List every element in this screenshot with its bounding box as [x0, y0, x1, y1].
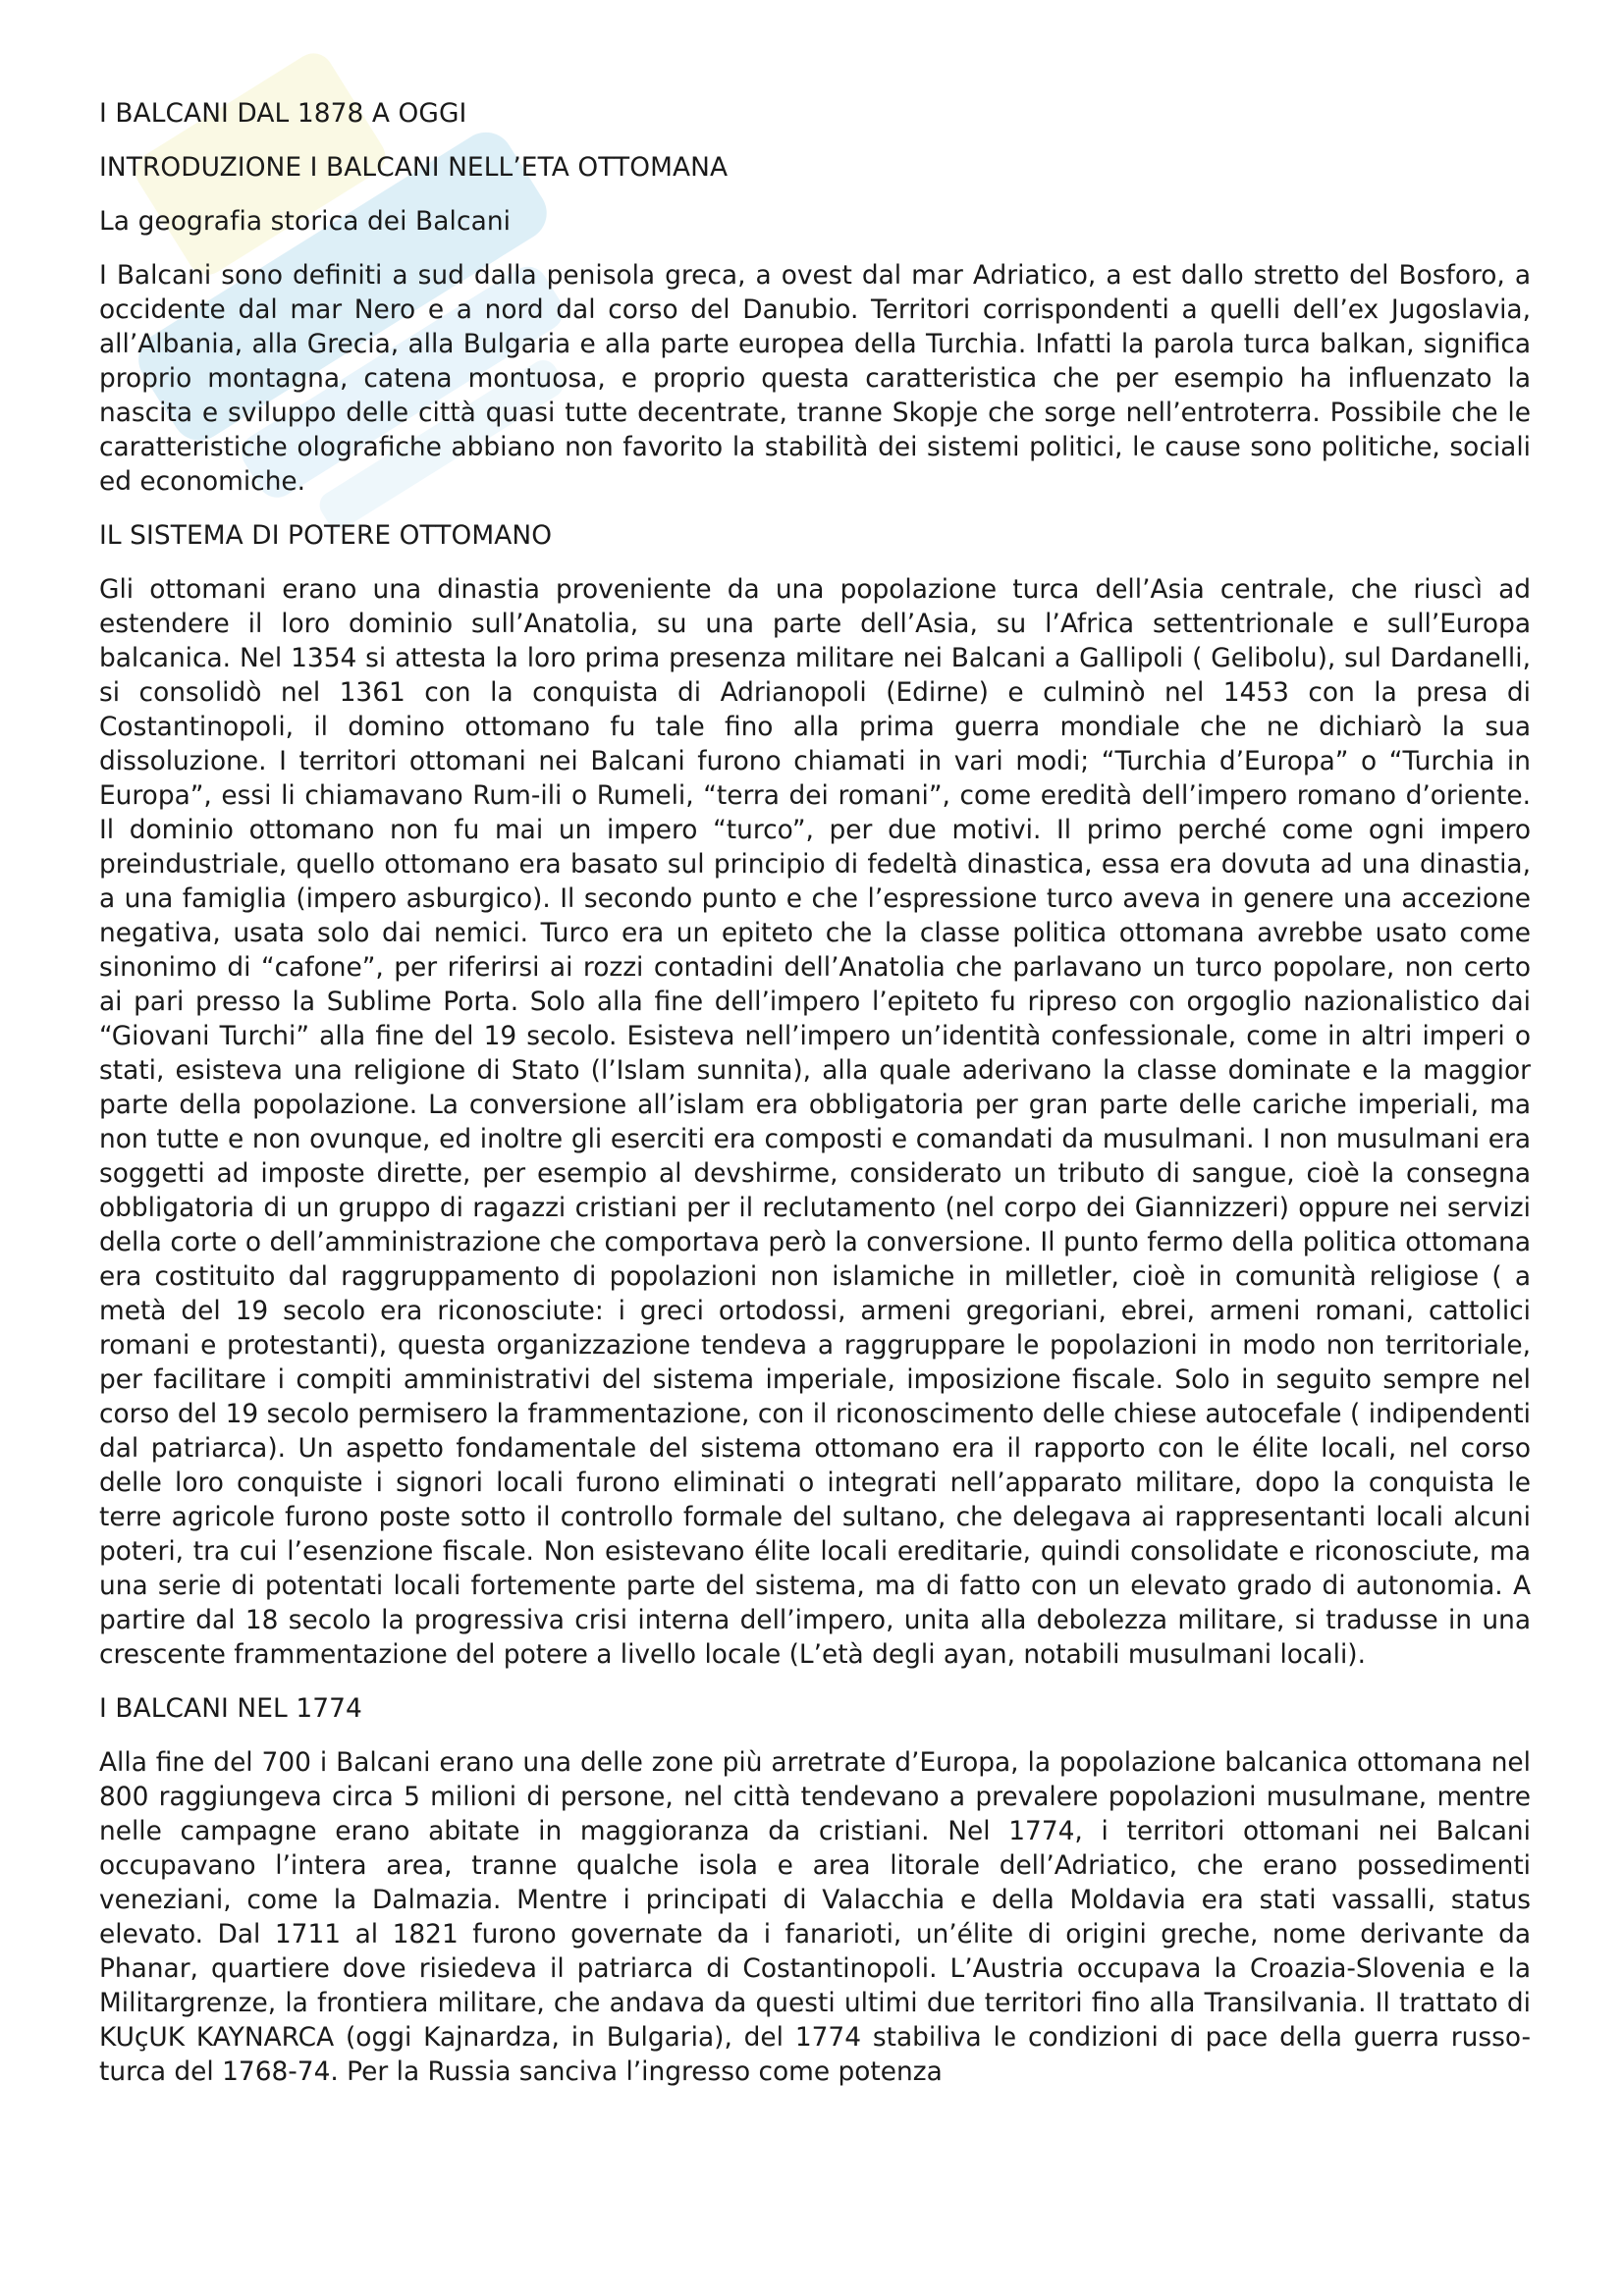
document-title: I BALCANI DAL 1878 A OGGI	[99, 98, 467, 129]
section-heading-geografia: La geografia storica dei Balcani	[99, 206, 512, 237]
section-paragraph-sistema-potere: Gli ottomani erano una dinastia proveniente da una popolazione turca dell’Asia centrale, che riuscì ad estendere il loro dominio sull’Anatolia, su una parte dell’Asia, su l’Africa settentrionale e sull’Europa balcanica. Nel 1354 si attesta la loro prima presenza militare nei Balcani a Gallipoli ( Gelibolu), sul Dardanelli, si consolidò nel 1361 con la conquista di Adrianopoli (Edirne) e culminò nel 1453 con la presa di Costantinopoli, il domino ottomano fu tale fino alla prima guerra mondiale che ne dichiarò la sua dissoluzione. I territori ottomani nei Balcani furono chiamati in vari modi; “Turchia d’Europa” o “Turchia in Europa”, essi li chiamavano Rum-ili o Rumeli, “terra dei romani”, come eredità dell’impero romano d’oriente. Il dominio ottomano non fu mai un impero “turco”, per due motivi. Il primo perché come ogni impero preindustriale, quello ottomano era basato sul principio di fedeltà dinastica, essa era dovuta ad una dinastia, a una famiglia (impero asburgico). Il secondo punto e che l’espressione turco aveva in genere una accezione negativa, usata solo dai nemici. Turco era un epiteto che la classe politica ottomana avrebbe usato come sinonimo di “cafone”, per riferirsi ai rozzi contadini dell’Anatolia che parlavano un turco popolare, non certo ai pari presso la Sublime Porta. Solo alla fine dell’impero l’epiteto fu ripreso con orgoglio nazionalistico dai “Giovani Turchi” alla fine del 19 secolo. Esisteva nell’impero un’identità confessionale, come in altri imperi o stati, esisteva una religione di Stato (l’Islam sunnita), alla quale aderivano la classe dominate e la maggior parte della popolazione. La conversione all’islam era obbligatoria per gran parte delle cariche imperiali, ma non tutte e non ovunque, ed inoltre gli eserciti era composti e comandati da musulmani. I non musulmani era soggetti ad imposte dirette, per esempio al devshirme, considerato un tributo di sangue, cioè la consegna obbligatoria di un gruppo di ragazzi cristiani per il reclutamento (nel corpo dei Giannizzeri) oppure nei servizi della corte o dell’amministrazione che comportava però la conversione. Il punto fermo della politica ottomana era costituito dal raggruppamento di popolazioni non islamiche in milletler, cioè in comunità religiose ( a metà del 19 secolo era riconosciute: i greci ortodossi, armeni gregoriani, ebrei, armeni romani, cattolici romani e protestanti), questa organizzazione tendeva a raggruppare le popolazioni in modo non territoriale, per facilitare i compiti amministrativi del sistema imperiale, imposizione fiscale. Solo in seguito sempre nel corso del 19 secolo permisero la frammentazione, con il riconoscimento delle chiese autocefale ( indipendenti dal patriarca). Un aspetto fondamentale del sistema ottomano era il rapporto con le élite locali, nel corso delle loro conquiste i signori locali furono eliminati o integrati nell’apparato militare, dopo la conquista le terre agricole furono poste sotto il controllo formale del sultano, che delegava ai rappresentanti locali alcuni poteri, tra cui l’esenzione fiscale. Non esistevano élite locali ereditarie, quindi consolidate e riconosciute, ma una serie di potentati locali fortemente parte del sistema, ma di fatto con un elevato grado di autonomia. A partire dal 18 secolo la progressiva crisi interna dell’impero, unita alla debolezza militare, si tradusse in una crescente frammentazione del potere a livello locale (L’età degli ayan, notabili musulmani locali).	[99, 574, 1531, 1670]
section-heading-sistema-potere: IL SISTEMA DI POTERE OTTOMANO	[99, 520, 553, 551]
section-heading-balcani-1774: I BALCANI NEL 1774	[99, 1693, 362, 1724]
section-paragraph-geografia: I Balcani sono definiti a sud dalla penisola greca, a ovest dal mar Adriatico, a est dallo stretto del Bosforo, a occidente dal mar Nero e a nord dal corso del Danubio. Territori corrispondenti a quelli dell’ex Jugoslavia, all’Albania, alla Grecia, alla Bulgaria e alla parte europea della Turchia. Infatti la parola turca balkan, significa proprio montagna, catena montuosa, e proprio questa caratteristica che per esempio ha influenzato la nascita e sviluppo delle città quasi tutte decentrate, tranne Skopje che sorge nell’entroterra. Possibile che le caratteristiche olografiche abbiano non favorito la stabilità dei sistemi politici, le cause sono politiche, sociali ed economiche.	[99, 260, 1531, 497]
intro-heading: INTRODUZIONE I BALCANI NELL’ETA OTTOMANA	[99, 152, 729, 183]
document-body	[99, 96, 1531, 2109]
section-paragraph-balcani-1774: Alla fine del 700 i Balcani erano una delle zone più arretrate d’Europa, la popolazione balcanica ottomana nel 800 raggiungeva circa 5 milioni di persone, nel città tendevano a prevalere popolazioni musulmane, mentre nelle campagne erano abitate in maggioranza da cristiani. Nel 1774, i territori ottomani nei Balcani occupavano l’intera area, tranne qualche isola e area litorale dell’Adriatico, che erano possedimenti veneziani, come la Dalmazia. Mentre i principati di Valacchia e della Moldavia era stati vassalli, status elevato. Dal 1711 al 1821 furono governate da i fanarioti, un’élite di origini greche, nome derivante da Phanar, quartiere dove risiedeva il patriarca di Costantinopoli. L’Austria occupava la Croazia-Slovenia e la Militargrenze, la frontiera militare, che andava da questi ultimi due territori fino alla Transilvania. Il trattato di KUçUK KAYNARCA (oggi Kajnardza, in Bulgaria), del 1774 stabiliva le condizioni di pace della guerra russo-turca del 1768-74. Per la Russia sanciva l’ingresso come potenza	[99, 1747, 1531, 2087]
